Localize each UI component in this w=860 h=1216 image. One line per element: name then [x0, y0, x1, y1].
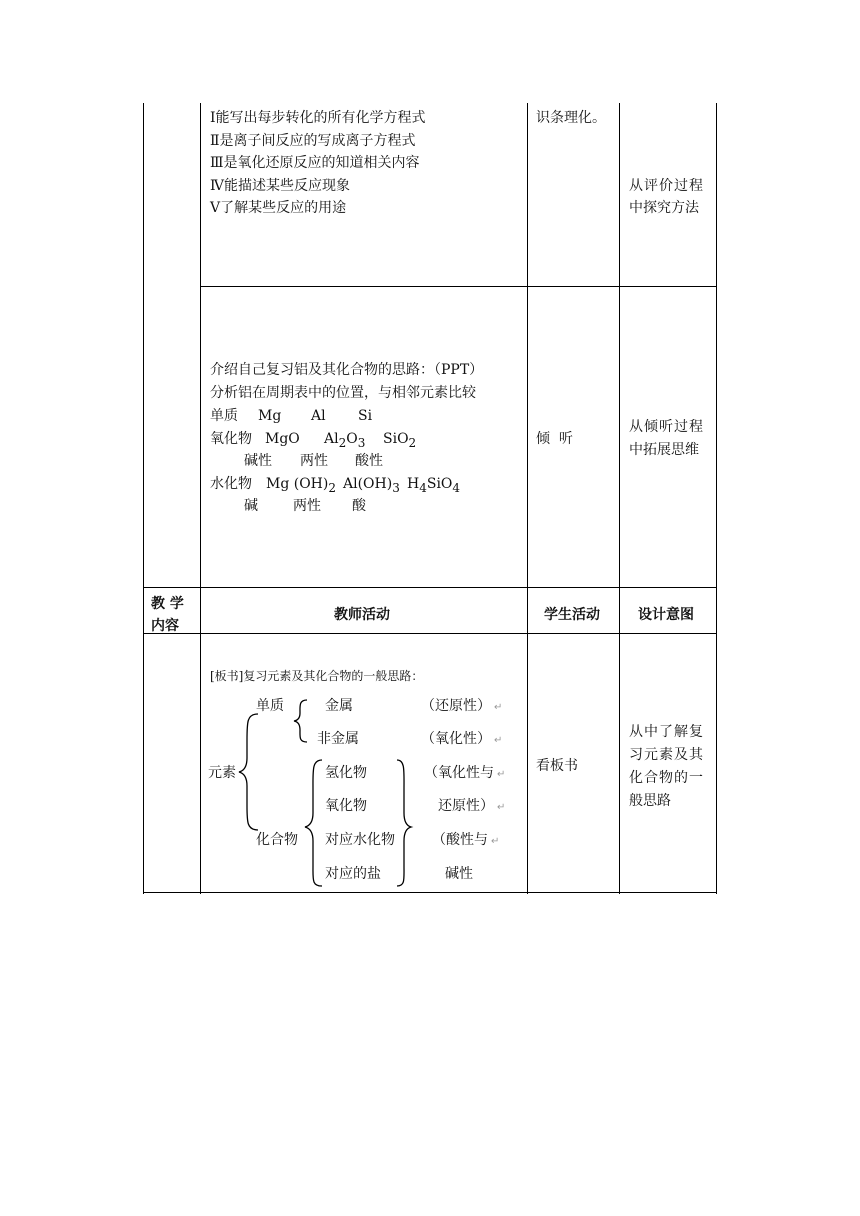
header-teaching-content: 内容: [151, 618, 179, 634]
nature-label: 酸: [352, 498, 366, 514]
formula: $H_4SiO_4$: [407, 476, 461, 495]
formula: Si: [358, 408, 373, 424]
top-student-activity: 识条理化。: [536, 110, 606, 126]
diagram-compound: 化合物: [256, 832, 298, 848]
diagram-prop-3: （酸性与 ↵: [432, 832, 500, 848]
formula: SiO$_2$: [383, 431, 417, 450]
mid-design-intent: 从倾听过程: [629, 419, 704, 435]
header-design-intent: 设计意图: [638, 607, 694, 623]
section2-design-intent: 般思路: [629, 793, 671, 809]
row-label: 氧化物: [210, 431, 252, 447]
diagram-salt: 对应的盐: [325, 866, 381, 882]
formula: Al: [311, 408, 326, 424]
diagram-hydroxide: 对应水化物: [325, 832, 395, 848]
formula: MgO: [265, 431, 300, 447]
compound-right-brace: [397, 760, 411, 886]
section2-design-intent: 从中了解复: [629, 724, 704, 740]
nature-label: 两性: [293, 498, 321, 514]
top-design-intent: 中探究方法: [629, 200, 699, 216]
formula: $Al_2O_3$: [324, 431, 366, 450]
section2-student-activity: 看板书: [536, 758, 578, 774]
intro-line: 分析铝在周期表中的位置，与相邻元素比较: [210, 385, 476, 401]
row-label: 水化物: [210, 476, 252, 492]
diagram-simple: 单质: [256, 698, 284, 714]
diagram-nonmetal-prop: （氧化性） ↵: [421, 731, 503, 747]
diagram-oxide: 氧化物: [325, 798, 367, 814]
objective-line: Ⅴ了解某些反应的用途: [210, 200, 347, 216]
board-title: [板书]复习元素及其化合物的一般思路：: [210, 669, 424, 683]
formula: Mg: [258, 408, 282, 424]
header-teacher-activity: 教师活动: [334, 607, 390, 623]
diagram-root: 元素: [208, 765, 236, 781]
intro-line: 介绍自己复习铝及其化合物的思路：（PPT）: [210, 362, 484, 378]
diagram-nonmetal: 非金属: [317, 731, 359, 747]
diagram-prop-2: 还原性） ↵: [438, 798, 506, 814]
mid-student-activity: 倾 听: [536, 431, 573, 447]
nature-label: 两性: [300, 453, 328, 469]
header-student-activity: 学生活动: [544, 607, 600, 623]
formula: $Al(OH)_3$: [343, 476, 400, 495]
objective-line: Ⅲ是氧化还原反应的知道相关内容: [210, 155, 420, 171]
simple-brace: [294, 700, 307, 742]
diagram-metal: 金属: [325, 698, 353, 714]
row-label: 单质: [210, 408, 238, 424]
diagram-prop-4: 碱性: [445, 866, 473, 882]
section2-design-intent: 化合物的一: [629, 770, 704, 786]
header-teaching-content: 教 学: [151, 596, 184, 612]
objective-line: Ⅰ能写出每步转化的所有化学方程式: [210, 110, 426, 126]
objective-line: Ⅳ能描述某些反应现象: [210, 178, 350, 194]
top-design-intent: 从评价过程: [629, 178, 704, 194]
diagram-prop-1: （氧化性与 ↵: [424, 765, 506, 781]
diagram-hydride: 氢化物: [325, 765, 367, 781]
formula: Mg $(OH)_2$: [266, 476, 336, 495]
nature-label: 碱: [244, 498, 258, 514]
diagram-metal-prop: （还原性） ↵: [421, 698, 503, 714]
nature-label: 酸性: [355, 453, 383, 469]
section2-design-intent: 习元素及其: [629, 747, 704, 763]
nature-label: 碱性: [244, 453, 272, 469]
root-brace: [239, 714, 258, 830]
objective-line: Ⅱ是离子间反应的写成离子方程式: [210, 133, 416, 149]
mid-design-intent: 中拓展思维: [629, 442, 699, 458]
compound-left-brace: [305, 760, 322, 886]
